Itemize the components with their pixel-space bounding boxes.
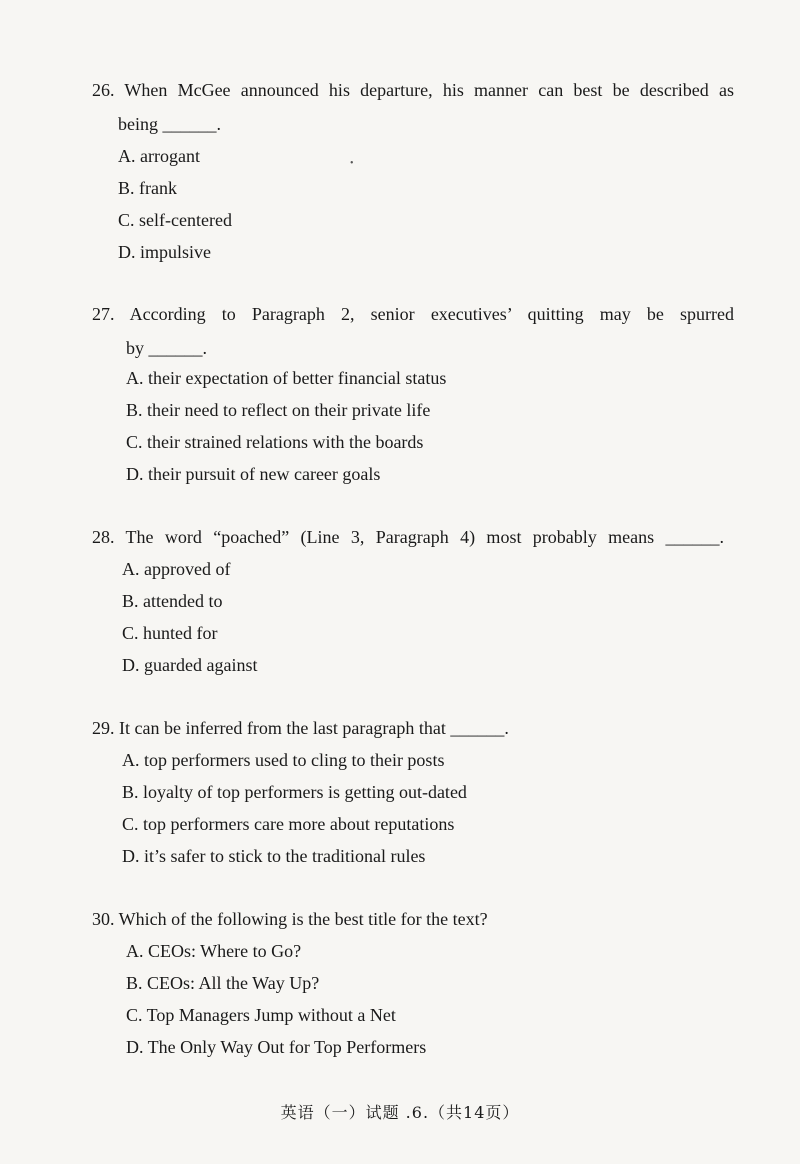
option-d[interactable]: D. it’s safer to stick to the traditional rules [122, 846, 426, 866]
option-b[interactable]: B. attended to [122, 591, 223, 611]
option-d[interactable]: D. their pursuit of new career goals [126, 464, 381, 484]
option-a[interactable]: A. top performers used to cling to their posts [122, 750, 445, 770]
option-a[interactable]: A. arrogant [118, 146, 200, 166]
option-a[interactable]: A. approved of [122, 559, 231, 579]
question-stem-continued: by ______. [126, 338, 207, 358]
option-b[interactable]: B. CEOs: All the Way Up? [126, 973, 320, 993]
option-b[interactable]: B. loyalty of top performers is getting out-dated [122, 782, 467, 802]
option-d[interactable]: D. guarded against [122, 655, 258, 675]
option-a[interactable]: A. CEOs: Where to Go? [126, 941, 302, 961]
question-stem: 28. The word “poached” (Line 3, Paragraph 4) most probably means ______. [92, 527, 724, 547]
option-c[interactable]: C. top performers care more about reputations [122, 814, 455, 834]
question-stem: 29. It can be inferred from the last paragraph that ______. [92, 718, 509, 738]
option-c[interactable]: C. hunted for [122, 623, 218, 643]
option-a[interactable]: A. their expectation of better financial status [126, 368, 447, 388]
scan-speck-mark: • [350, 158, 354, 169]
option-c[interactable]: C. self-centered [118, 210, 232, 230]
page-footer: 英语（一）试题 .6.（共14页） [280, 1103, 520, 1122]
option-b[interactable]: B. their need to reflect on their private life [126, 400, 431, 420]
option-c[interactable]: C. Top Managers Jump without a Net [126, 1005, 396, 1025]
option-d[interactable]: D. The Only Way Out for Top Performers [126, 1037, 427, 1057]
question-stem: 30. Which of the following is the best title for the text? [92, 909, 488, 929]
option-c[interactable]: C. their strained relations with the boards [126, 432, 424, 452]
question-stem-continued: being ______. [118, 114, 221, 134]
question-stem: 26. When McGee announced his departure, his manner can best be described as [92, 80, 734, 100]
option-b[interactable]: B. frank [118, 178, 177, 198]
question-stem: 27. According to Paragraph 2, senior executives’ quitting may be spurred [92, 304, 734, 324]
option-d[interactable]: D. impulsive [118, 242, 211, 262]
